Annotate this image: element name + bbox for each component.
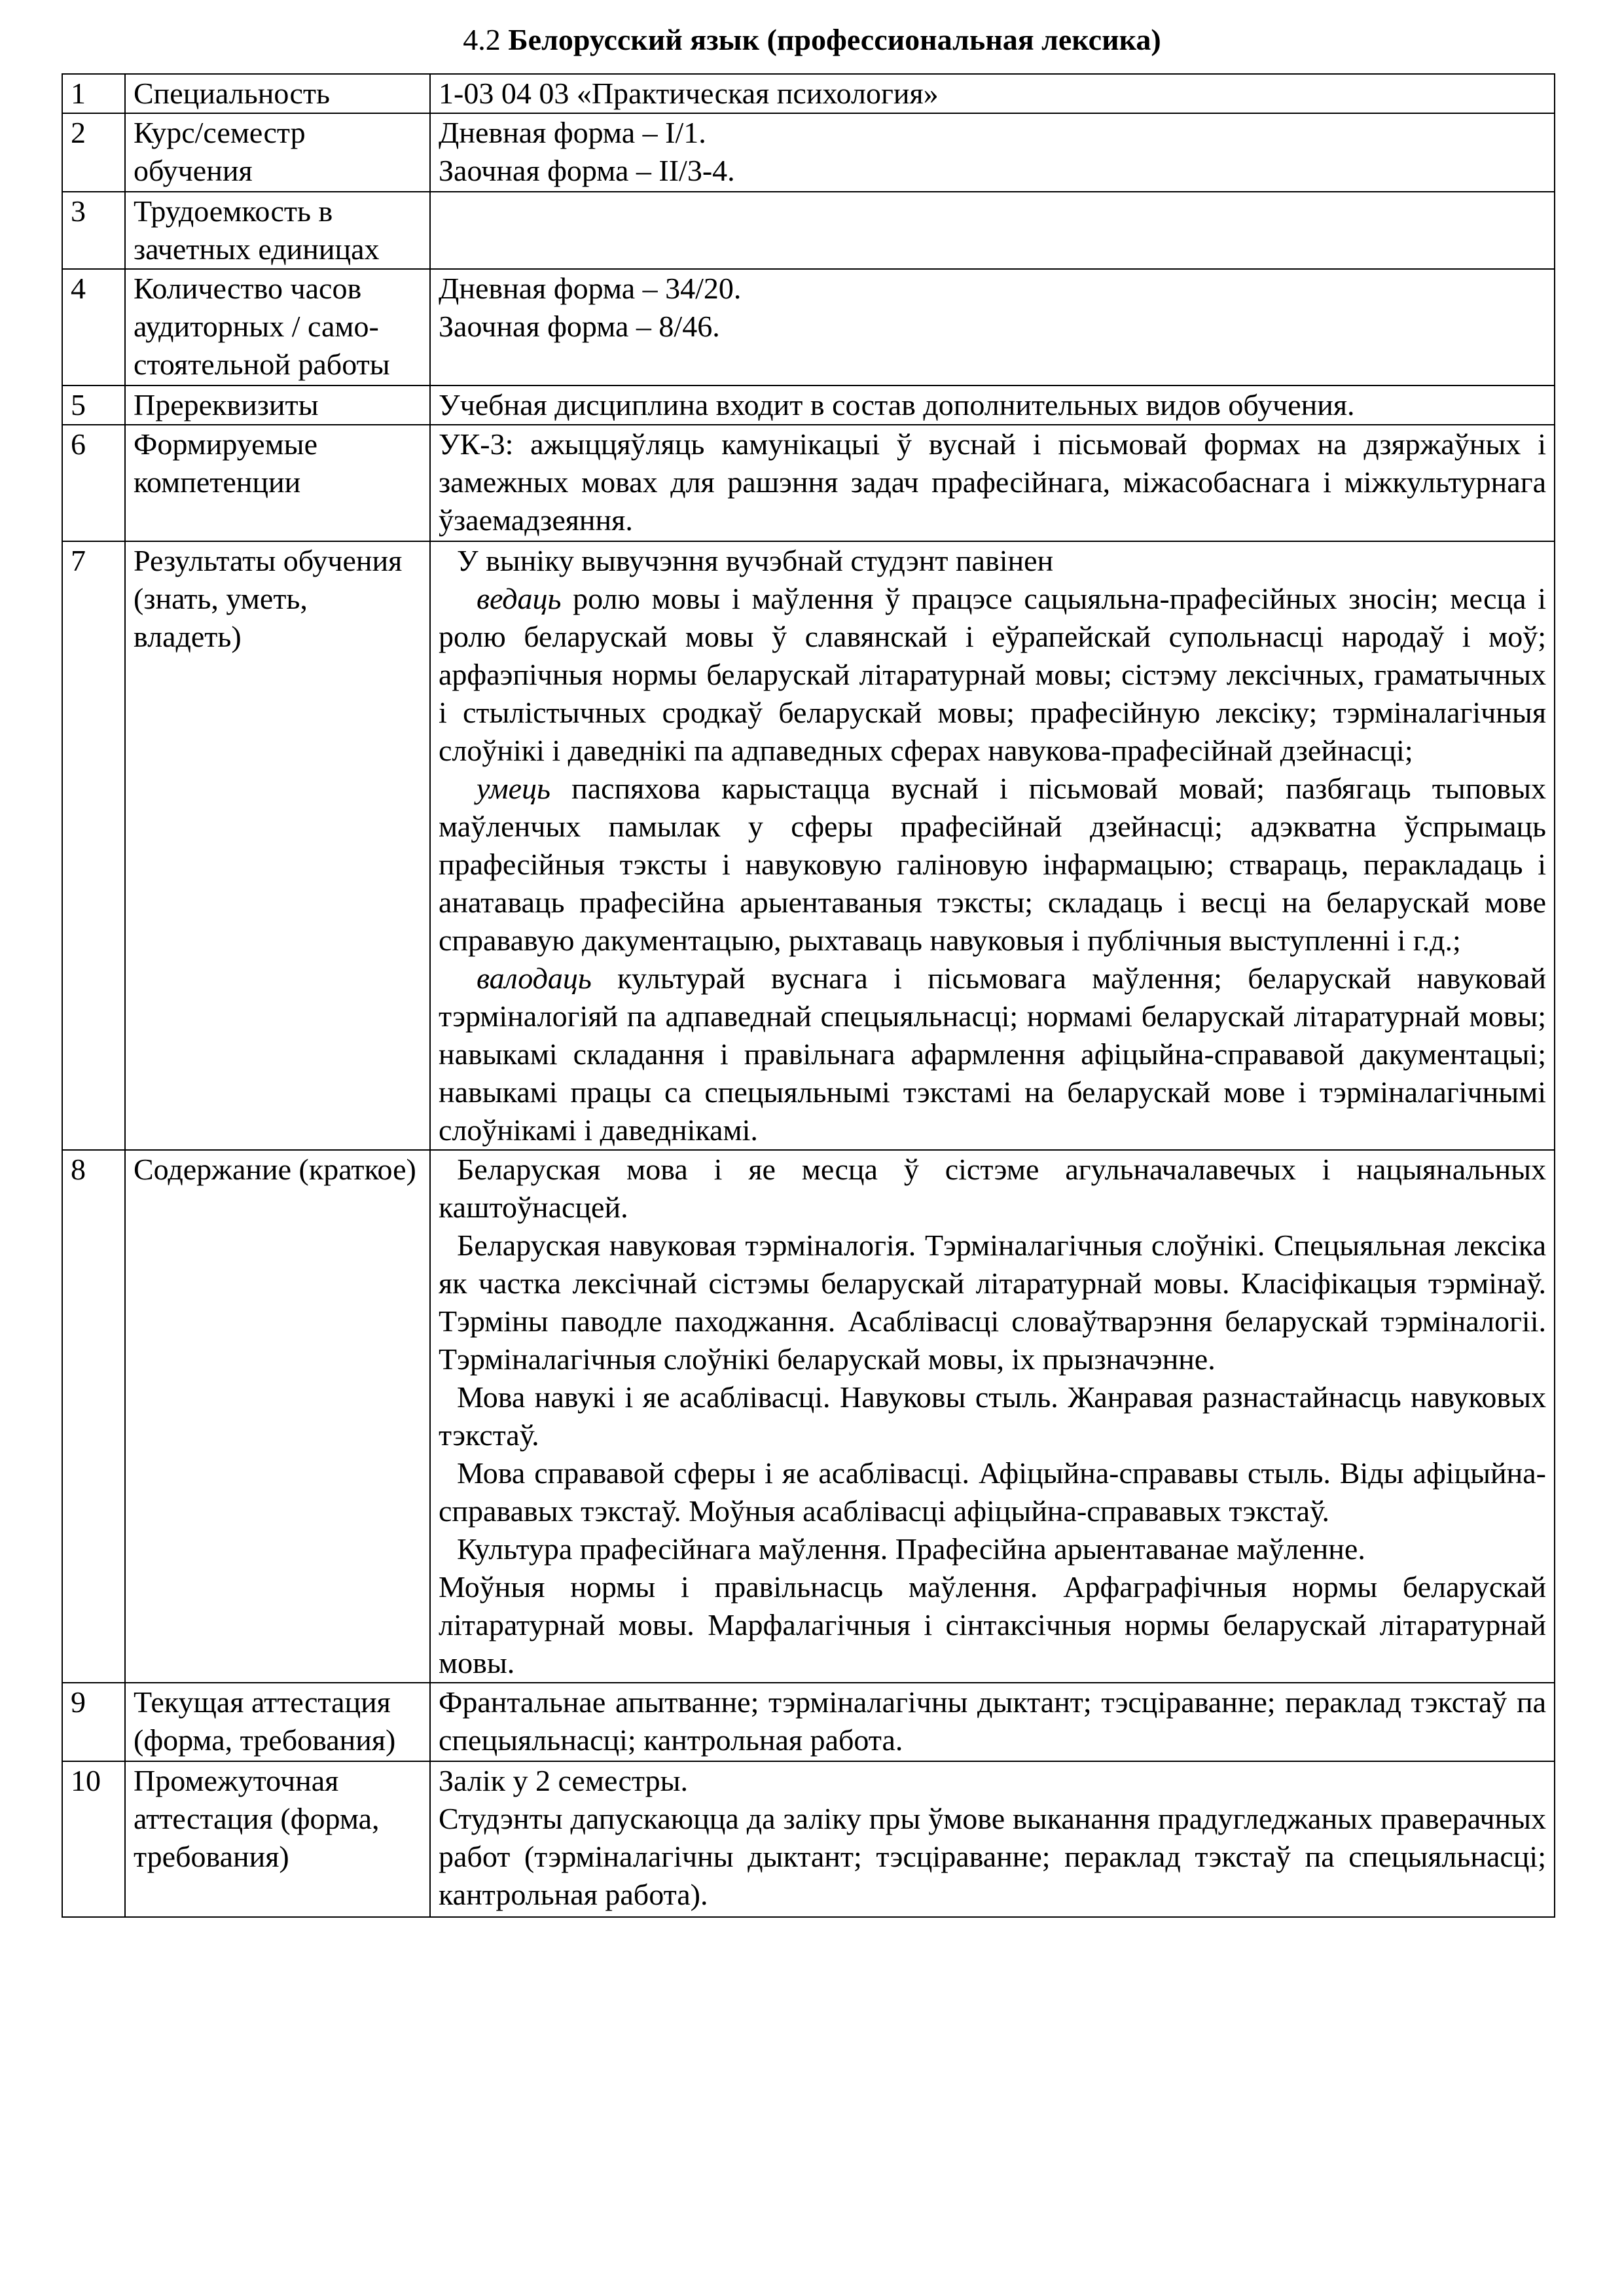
table-row xyxy=(62,425,1555,541)
table-row xyxy=(62,192,1555,269)
results-text: паспяхова карыстацца вуснай і пісьмовай мовай; пазбягаць тыповых маўленчых памылак у сферы прафесійнай дзейнасці; адэкватна ўспрымаць прафесійныя тэксты і навуковую галіновую інфармацыю; ствараць, перакладаць і анатаваць прафесійна арыентаваныя тэксты; складаць і весці на беларускай мове справавую дакументацыю, рыхтаваць навуковыя і публічныя выступленні і г.д.; xyxy=(439,772,1546,957)
row-value xyxy=(430,386,1555,425)
row-label: Промежуточная аттестация (форма, требования) xyxy=(125,1761,430,1917)
row-number: 9 xyxy=(62,1683,125,1761)
row-label: Количество часов аудиторных / само-стоятельной работы xyxy=(125,269,430,386)
content-paragraph: Мова справавой сферы і яе асаблівасці. Афіцыйна-справавы стыль. Віды афіцыйна-справавых тэкстаў. Моўныя асаблівасці афіцыйна-справавых тэкстаў. xyxy=(439,1456,1546,1528)
table-row xyxy=(62,1150,1555,1683)
value-text: Заочная форма – II/3-4. xyxy=(439,154,735,187)
table-row xyxy=(62,269,1555,386)
row-number: 2 xyxy=(62,113,125,192)
value-text: УК-3: ажыццяўляць камунікацыі ў вуснай і пісьмовай формах на дзяржаўных і замежных мовах для рашэння задач прафесійнага, міжасобаснага і міжкультурнага ўзаемадзеяння. xyxy=(439,427,1546,537)
content-paragraph: Беларуская навуковая тэрміналогія. Тэрміналагічныя слоўнікі. Спецыяльная лексіка як частка лексічнай сістэмы беларускай літаратурнай мовы. Класіфікацыя тэрмінаў. Тэрміны паводле паходжання. Асаблівасці словаўтварэння беларускай тэрміналогіі. Тэрміналагічныя слоўнікі беларускай мовы, іх прызначэнне. xyxy=(439,1229,1546,1376)
value-text: Студэнты дапускаюцца да заліку пры ўмове выканання прадугледжаных праверачных работ (тэрміналагічны дыктант; тэсціраванне; пераклад тэкстаў па спецыяльнасці; кантрольная работа). xyxy=(439,1802,1546,1911)
row-value xyxy=(430,113,1555,192)
row-label: Содержание (краткое) xyxy=(125,1150,430,1683)
content-paragraph: Моўныя нормы і правільнасць маўлення. Арфаграфічныя нормы беларускай літаратурнай мовы. Марфалагічныя і сінтаксічныя нормы беларускай літаратурнай мовы. xyxy=(439,1570,1546,1679)
results-text: ролю мовы і маўлення ў працэсе сацыяльна-прафесійных зносін; месца і ролю беларускай мовы ў славянскай і еўрапейскай супольнасці народаў і моў; арфаэпічныя нормы беларускай літаратурнай мовы; сістэму лексічных, граматычных і стылістычных сродкаў беларускай мовы; прафесійную лексіку; тэрміналагічныя слоўнікі і даведнікі па адпаведных сферах навукова-прафесійнай дзейнасці; xyxy=(439,582,1546,767)
results-term: умець xyxy=(477,772,550,805)
table-row xyxy=(62,1761,1555,1917)
value-text: Франтальнае апытванне; тэрміналагічны дыктант; тэсціраванне; пераклад тэкстаў па спецыяльнасці; кантрольная работа. xyxy=(439,1685,1546,1757)
row-label: Пререквизиты xyxy=(125,386,430,425)
row-label: Текущая аттестация (форма, требования) xyxy=(125,1683,430,1761)
value-text: Залік у 2 семестры. xyxy=(439,1764,689,1797)
row-value xyxy=(430,74,1555,113)
row-number: 5 xyxy=(62,386,125,425)
row-label: Трудоемкость в зачетных единицах xyxy=(125,192,430,269)
results-item xyxy=(439,960,1546,1149)
row-number: 8 xyxy=(62,1150,125,1683)
row-label: Курс/семестр обучения xyxy=(125,113,430,192)
table-row xyxy=(62,113,1555,192)
row-value xyxy=(430,541,1555,1150)
value-text: Учебная дисциплина входит в состав дополнительных видов обучения. xyxy=(439,388,1355,422)
row-value xyxy=(430,1150,1555,1683)
results-item xyxy=(439,770,1546,960)
row-value-empty xyxy=(430,192,1555,269)
content-paragraph: Беларуская мова і яе месца ў сістэме агульначалавечых і нацыянальных каштоўнасцей. xyxy=(439,1153,1546,1224)
row-label: Специальность xyxy=(125,74,430,113)
results-term: валодаць xyxy=(477,961,592,995)
row-number: 10 xyxy=(62,1761,125,1917)
title-prefix: 4.2 xyxy=(463,23,509,56)
table-row xyxy=(62,386,1555,425)
table-row xyxy=(62,74,1555,113)
content-paragraph: Культура прафесійнага маўлення. Прафесійна арыентаванае маўленне. xyxy=(457,1532,1365,1566)
results-intro: У выніку вывучэння вучэбнай студэнт павінен xyxy=(457,544,1054,577)
row-label: Формируемые компетенции xyxy=(125,425,430,541)
row-number: 3 xyxy=(62,192,125,269)
value-text: Дневная форма – 34/20. xyxy=(439,272,742,305)
row-number: 1 xyxy=(62,74,125,113)
row-value xyxy=(430,1761,1555,1917)
course-info-table xyxy=(62,73,1555,1918)
results-term: ведаць xyxy=(477,582,562,615)
title-main: Белорусский язык (профессиональная лексика) xyxy=(508,23,1161,56)
content-paragraph: Мова навукі і яе асаблівасці. Навуковы стыль. Жанравая разнастайнасць навуковых тэкстаў. xyxy=(439,1380,1546,1452)
value-text: Заочная форма – 8/46. xyxy=(439,310,720,343)
table-row xyxy=(62,541,1555,1150)
results-item xyxy=(439,580,1546,770)
results-text: культурай вуснага і пісьмовага маўлення; беларускай навуковай тэрміналогіяй па адпаведнай спецыяльнасці; нормамі беларускай літаратурнай мовы; навыкамі складання і правільнага афармлення афіцыйна-справавой дакументацыі; навыкамі працы са спецыяльнымі тэкстамі на беларускай мове і тэрміналагічнымі слоўнікамі і даведнікамі. xyxy=(439,961,1546,1147)
row-value xyxy=(430,1683,1555,1761)
row-value xyxy=(430,425,1555,541)
row-number: 7 xyxy=(62,541,125,1150)
table-row xyxy=(62,1683,1555,1761)
value-text: Дневная форма – I/1. xyxy=(439,116,706,149)
document-title xyxy=(0,20,1624,60)
row-value xyxy=(430,269,1555,386)
row-label: Результаты обучения (знать, уметь, владеть) xyxy=(125,541,430,1150)
value-text: 1-03 04 03 «Практическая психология» xyxy=(439,77,939,110)
row-number: 6 xyxy=(62,425,125,541)
row-number: 4 xyxy=(62,269,125,386)
